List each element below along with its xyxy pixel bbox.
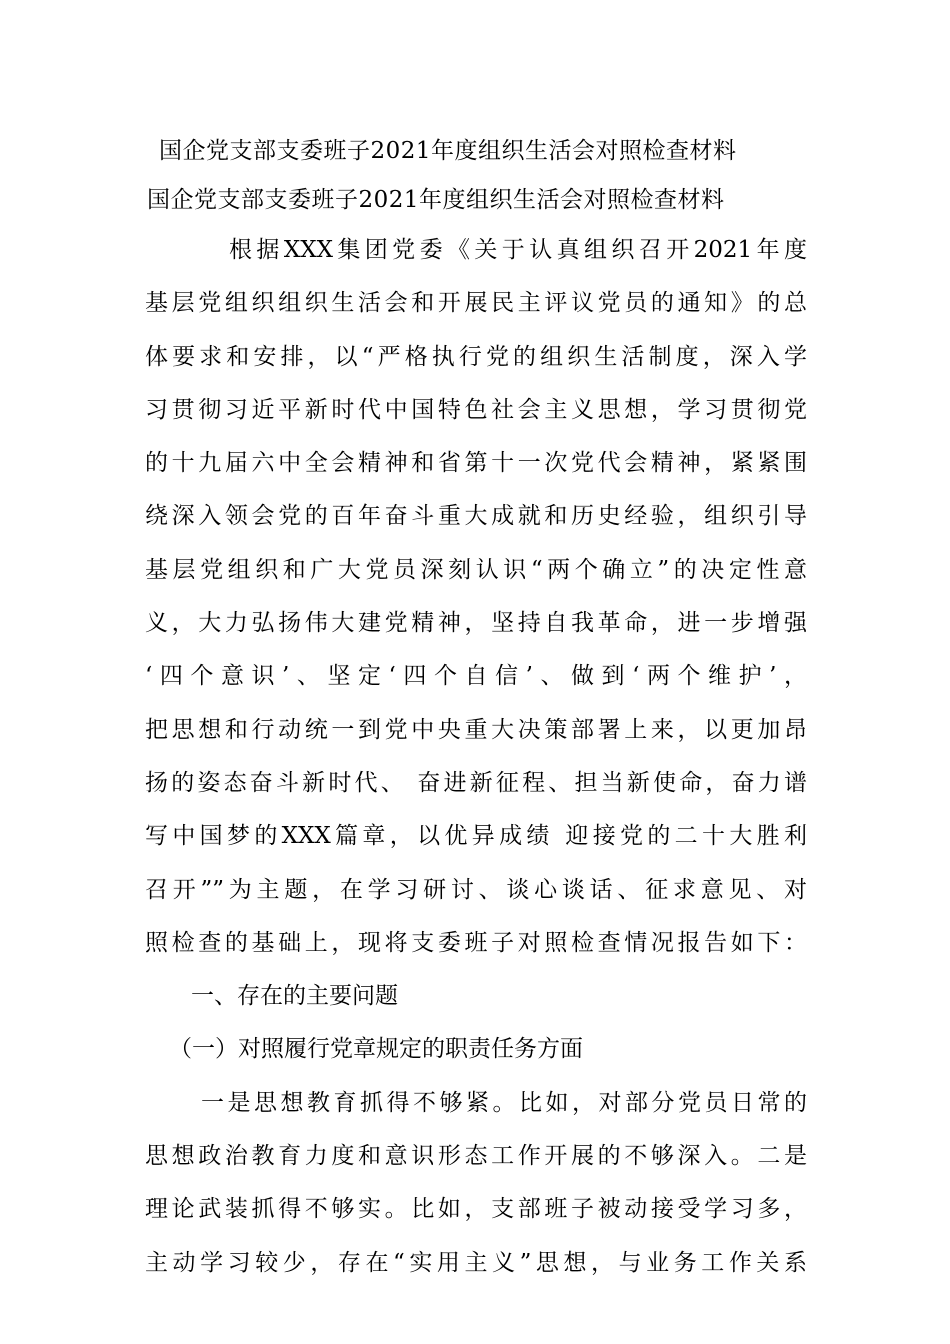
paragraph-line: 扬的姿态奋斗新时代、 奋进新征程、担当新使命，奋力谱 [145, 769, 807, 796]
paragraph-line: 基层党组织组织生活会和开展民主评议党员的通知》的总 [145, 290, 807, 317]
paragraph-line: 写中国梦的XXX篇章，以优异成绩 迎接党的二十大胜利 [145, 823, 807, 850]
paragraph-line: 照检查的基础上，现将支委班子对照检查情况报告如下： [145, 929, 807, 956]
paragraph-line: ‘四个意识’、坚定‘四个自信’、做到‘两个维护’， [145, 663, 807, 690]
paragraph-line: 习贯彻习近平新时代中国特色社会主义思想，学习贯彻党 [145, 396, 807, 423]
document-subtitle: 国企党支部支委班子2021年度组织生活会对照检查材料 [147, 187, 725, 213]
paragraph-line: 基层党组织和广大党员深刻认识“两个确立”的决定性意 [145, 556, 807, 583]
section-heading: 一、存在的主要问题 [191, 983, 398, 1010]
paragraph-line: 绕深入领会党的百年奋斗重大成就和历史经验，组织引导 [145, 503, 807, 530]
paragraph-line: 根据XXX集团党委《关于认真组织召开2021年度 [229, 237, 807, 263]
paragraph-line: 思想政治教育力度和意识形态工作开展的不够深入。二是 [145, 1143, 807, 1170]
paragraph-line: 义，大力弘扬伟大建党精神，坚持自我革命，进一步增强 [145, 610, 807, 637]
document-body [145, 234, 807, 1300]
paragraph-line: 把思想和行动统一到党中央重大决策部署上来，以更加昂 [145, 716, 807, 743]
subsection-heading: （一）对照履行党章规定的职责任务方面 [169, 1036, 583, 1063]
paragraph-line: 体要求和安排，以“严格执行党的组织生活制度，深入学 [145, 343, 807, 370]
document-title: 国企党支部支委班子2021年度组织生活会对照检查材料 [159, 138, 737, 164]
paragraph-line: 召开””为主题，在学习研讨、谈心谈话、征求意见、对 [145, 876, 807, 903]
paragraph-line: 一是思想教育抓得不够紧。比如，对部分党员日常的 [201, 1089, 807, 1116]
paragraph-line: 的十九届六中全会精神和省第十一次党代会精神，紧紧围 [145, 450, 807, 477]
paragraph-line: 主动学习较少，存在“实用主义”思想，与业务工作关系 [145, 1249, 807, 1276]
paragraph-line: 理论武装抓得不够实。比如，支部班子被动接受学习多， [145, 1196, 807, 1223]
